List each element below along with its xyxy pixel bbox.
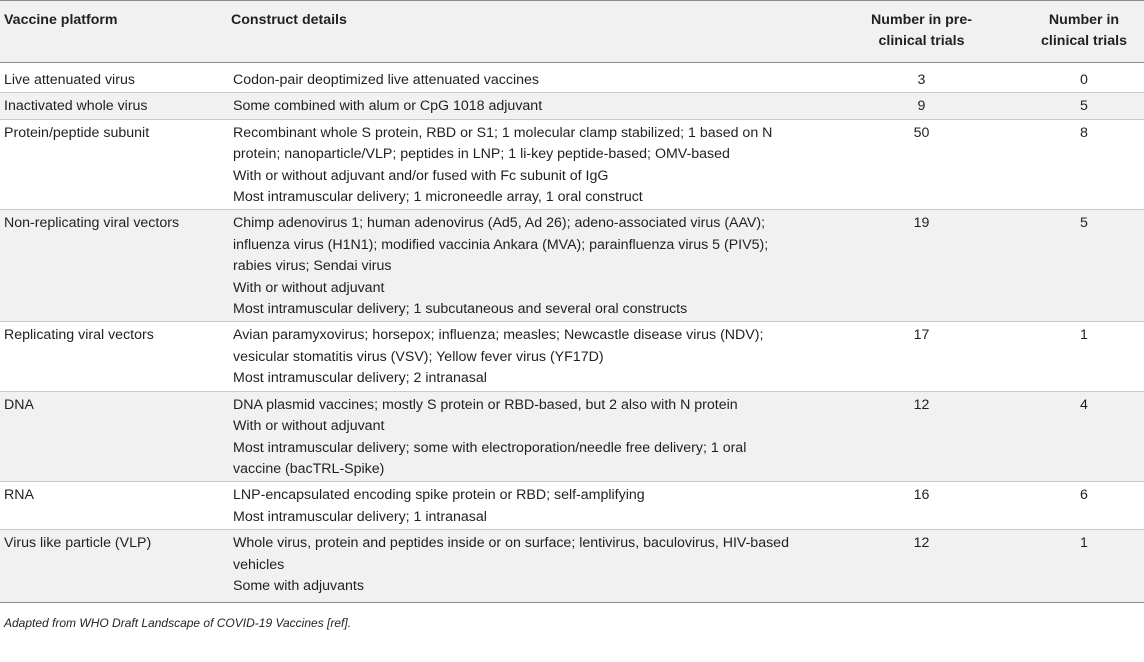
construct-detail-line: Some with adjuvants bbox=[233, 577, 364, 594]
cell-preclinical-count bbox=[795, 482, 1012, 530]
construct-detail-line: DNA plasmid vaccines; mostly S protein or RBD-based, but 2 also with N protein bbox=[233, 396, 738, 413]
cell-preclinical-count bbox=[795, 530, 1012, 603]
cell-preclinical-count bbox=[795, 210, 1012, 322]
clinical-count-value: 6 bbox=[1080, 487, 1088, 504]
cell-construct-details bbox=[227, 530, 795, 603]
cell-construct-details bbox=[227, 322, 795, 391]
cell-vaccine-platform: DNA bbox=[0, 391, 227, 482]
construct-detail-line: With or without adjuvant and/or fused with Fc subunit of IgG bbox=[233, 167, 609, 184]
table-row bbox=[0, 322, 1144, 391]
header-preclinical-label: Number in pre-clinical trials bbox=[871, 12, 972, 49]
preclinical-count-value: 9 bbox=[917, 98, 926, 115]
cell-preclinical-count bbox=[795, 391, 1012, 482]
header-construct-details: Construct details bbox=[227, 1, 795, 63]
construct-detail-line: Some combined with alum or CpG 1018 adjuvant bbox=[233, 98, 543, 115]
clinical-count-value: 0 bbox=[1080, 72, 1088, 88]
construct-detail-line: Most intramuscular delivery; 1 intranasal bbox=[233, 508, 487, 525]
clinical-count-value: 5 bbox=[1080, 98, 1088, 115]
header-clinical-label: Number in clinical trials bbox=[1041, 12, 1127, 49]
cell-preclinical-count bbox=[795, 63, 1012, 93]
table-row bbox=[0, 482, 1144, 530]
cell-vaccine-platform: RNA bbox=[0, 482, 227, 530]
construct-detail-line: With or without adjuvant bbox=[233, 279, 385, 296]
cell-vaccine-platform: Inactivated whole virus bbox=[0, 93, 227, 119]
cell-construct-details bbox=[227, 63, 795, 93]
cell-vaccine-platform: Protein/peptide subunit bbox=[0, 119, 227, 210]
cell-clinical-count bbox=[1012, 93, 1144, 119]
table-row bbox=[0, 530, 1144, 603]
cell-clinical-count bbox=[1012, 391, 1144, 482]
construct-detail-line: Most intramuscular delivery; 1 microneedle array, 1 oral construct bbox=[233, 189, 643, 206]
table-header bbox=[0, 1, 1144, 63]
cell-construct-details bbox=[227, 93, 795, 119]
construct-detail-line: Recombinant whole S protein, RBD or S1; 1 molecular clamp stabilized; 1 based on N protein; nanoparticle/VLP; peptides in LNP; 1 li-key peptide-based; OMV-based bbox=[233, 124, 773, 163]
cell-preclinical-count bbox=[795, 93, 1012, 119]
cell-construct-details bbox=[227, 119, 795, 210]
cell-clinical-count bbox=[1012, 63, 1144, 93]
table-row bbox=[0, 210, 1144, 322]
header-clinical-count bbox=[1012, 1, 1144, 63]
cell-vaccine-platform: Replicating viral vectors bbox=[0, 322, 227, 391]
clinical-count-value: 1 bbox=[1080, 535, 1088, 552]
table-row bbox=[0, 119, 1144, 210]
cell-vaccine-platform: Virus like particle (VLP) bbox=[0, 530, 227, 603]
construct-detail-line: Whole virus, protein and peptides inside or on surface; lentivirus, baculovirus, HIV-based vehicles bbox=[233, 535, 789, 573]
construct-detail-line: Codon-pair deoptimized live attenuated vaccines bbox=[233, 72, 540, 88]
construct-detail-line: Most intramuscular delivery; some with electroporation/needle free delivery; 1 oral vaccine (bacTRL-Spike) bbox=[233, 439, 747, 477]
header-preclinical-count bbox=[795, 1, 1012, 63]
preclinical-count-value: 17 bbox=[913, 327, 930, 344]
header-vaccine-platform: Vaccine platform bbox=[0, 1, 227, 63]
preclinical-count-value: 12 bbox=[913, 396, 930, 413]
cell-construct-details bbox=[227, 391, 795, 482]
preclinical-count-value: 16 bbox=[913, 487, 930, 504]
preclinical-count-value: 50 bbox=[913, 124, 930, 141]
preclinical-count-value: 3 bbox=[917, 72, 926, 88]
cell-construct-details bbox=[227, 210, 795, 322]
construct-detail-line: Avian paramyxovirus; horsepox; influenza; measles; Newcastle disease virus (NDV); vesicular stomatitis virus (VSV); Yellow fever virus (YF17D) bbox=[233, 327, 764, 365]
table-body bbox=[0, 63, 1144, 603]
preclinical-count-value: 19 bbox=[913, 215, 930, 232]
construct-detail-line: Chimp adenovirus 1; human adenovirus (Ad5, Ad 26); adeno-associated virus (AAV); influenza virus (H1N1); modified vaccinia Ankara (MVA); parainfluenza virus 5 (PIV5); rabies virus; Sendai virus bbox=[233, 215, 769, 275]
cell-clinical-count bbox=[1012, 482, 1144, 530]
cell-clinical-count bbox=[1012, 210, 1144, 322]
cell-vaccine-platform: Live attenuated virus bbox=[0, 63, 227, 93]
header-row bbox=[0, 1, 1144, 63]
table-row bbox=[0, 391, 1144, 482]
preclinical-count-value: 12 bbox=[913, 535, 930, 552]
table-row bbox=[0, 63, 1144, 93]
cell-clinical-count bbox=[1012, 530, 1144, 603]
clinical-count-value: 4 bbox=[1080, 396, 1088, 413]
construct-detail-line: LNP-encapsulated encoding spike protein or RBD; self-amplifying bbox=[233, 487, 645, 504]
cell-clinical-count bbox=[1012, 119, 1144, 210]
construct-detail-line: Most intramuscular delivery; 1 subcutaneous and several oral constructs bbox=[233, 301, 688, 318]
cell-preclinical-count bbox=[795, 322, 1012, 391]
table-footnote: Adapted from WHO Draft Landscape of COVID-19 Vaccines [ref]. bbox=[4, 616, 352, 631]
cell-clinical-count bbox=[1012, 322, 1144, 391]
cell-preclinical-count bbox=[795, 119, 1012, 210]
table-row bbox=[0, 93, 1144, 119]
construct-detail-line: With or without adjuvant bbox=[233, 418, 385, 435]
clinical-count-value: 8 bbox=[1080, 124, 1088, 141]
construct-detail-line: Most intramuscular delivery; 2 intranasal bbox=[233, 370, 487, 387]
cell-vaccine-platform: Non-replicating viral vectors bbox=[0, 210, 227, 322]
clinical-count-value: 5 bbox=[1080, 215, 1088, 232]
cell-construct-details bbox=[227, 482, 795, 530]
clinical-count-value: 1 bbox=[1080, 327, 1088, 344]
